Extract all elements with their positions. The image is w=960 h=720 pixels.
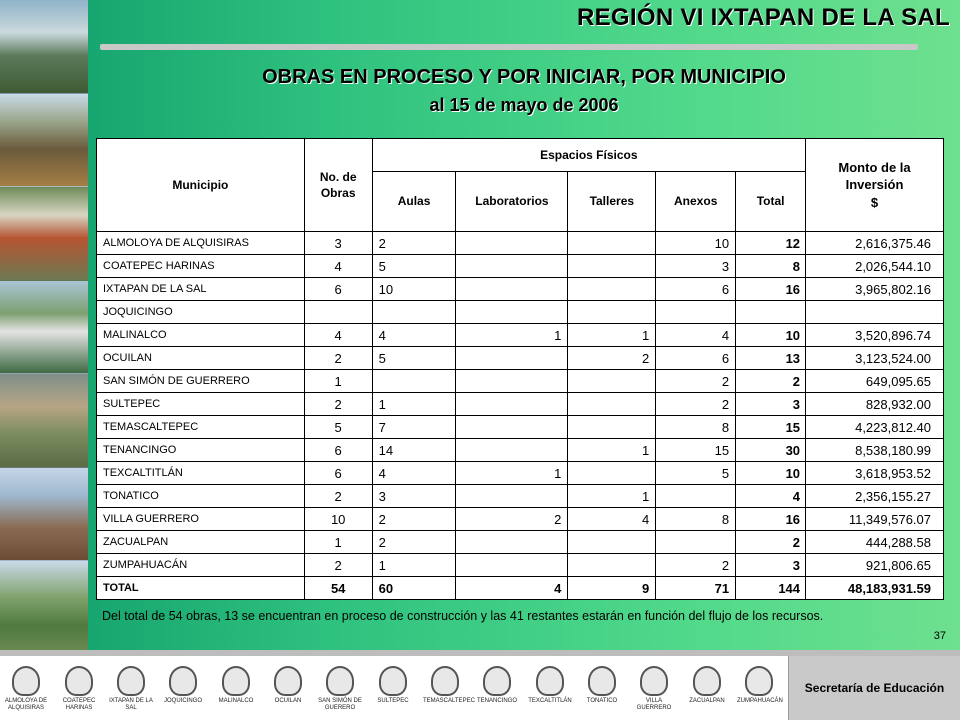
cell-anexos: 5: [656, 462, 736, 485]
cell-laboratorios: 2: [456, 508, 568, 531]
cell-obras: 6: [304, 439, 372, 462]
header-talleres: Talleres: [568, 172, 656, 232]
cell-obras: 1: [304, 531, 372, 554]
cell-laboratorios: [456, 485, 568, 508]
cell-anexos: 4: [656, 324, 736, 347]
cell-total: 4: [736, 485, 806, 508]
cell-municipio: ZUMPAHUACÁN: [97, 554, 305, 577]
cell-talleres: [568, 531, 656, 554]
total-cell-obras: 54: [304, 577, 372, 600]
cell-municipio: MALINALCO: [97, 324, 305, 347]
cell-anexos: 2: [656, 554, 736, 577]
footer-bar: [0, 650, 960, 720]
table-row: [97, 554, 944, 577]
cell-obras: 4: [304, 324, 372, 347]
cell-talleres: 4: [568, 508, 656, 531]
cell-obras: 2: [304, 347, 372, 370]
header-monto-line3: $: [870, 194, 879, 210]
cell-laboratorios: [456, 370, 568, 393]
municipio-badge: [214, 660, 258, 705]
cell-monto: 921,806.65: [806, 554, 944, 577]
landscape-photo: [0, 0, 88, 94]
cell-laboratorios: [456, 554, 568, 577]
cell-obras: 5: [304, 416, 372, 439]
cell-monto: 11,349,576.07: [806, 508, 944, 531]
cell-municipio: VILLA GUERRERO: [97, 508, 305, 531]
cell-talleres: [568, 554, 656, 577]
cell-aulas: 1: [372, 554, 456, 577]
ixtapan-glyph-icon: [117, 666, 145, 696]
cell-talleres: [568, 278, 656, 301]
total-cell-total: 144: [736, 577, 806, 600]
table-row: [97, 439, 944, 462]
header-monto-line1: Monto de la: [838, 159, 911, 175]
cell-municipio: OCUILAN: [97, 347, 305, 370]
cell-monto: 2,026,544.10: [806, 255, 944, 278]
region-title: REGIÓN VI IXTAPAN DE LA SAL: [576, 4, 950, 31]
table-row: [97, 485, 944, 508]
cell-municipio: TEMASCALTEPEC: [97, 416, 305, 439]
cell-obras: 2: [304, 393, 372, 416]
cell-obras: [304, 301, 372, 324]
page-subtitle: al 15 de mayo de 2006: [429, 95, 619, 115]
cell-monto: 3,520,896.74: [806, 324, 944, 347]
table-row: [97, 301, 944, 324]
municipio-badge-label: TENANCINGO: [476, 698, 517, 704]
ocuilan-glyph-icon: [274, 666, 302, 696]
cell-aulas: 7: [372, 416, 456, 439]
cell-municipio: ALMOLOYA DE ALQUISIRAS: [97, 232, 305, 255]
cell-aulas: 2: [372, 232, 456, 255]
cell-laboratorios: [456, 439, 568, 462]
municipio-badge: [266, 660, 310, 705]
cell-anexos: [656, 531, 736, 554]
header-monto-line2: Inversión: [845, 177, 904, 193]
header-monto: [806, 139, 944, 232]
total-cell-anexos: 71: [656, 577, 736, 600]
cell-total: 15: [736, 416, 806, 439]
almoloya-glyph-icon: [12, 666, 40, 696]
table-row: [97, 531, 944, 554]
municipio-badge: [475, 660, 519, 705]
cell-talleres: [568, 393, 656, 416]
cell-obras: 4: [304, 255, 372, 278]
municipio-badge: [318, 660, 362, 712]
municipio-badge-label: MALINALCO: [218, 698, 254, 704]
cell-monto: 444,288.58: [806, 531, 944, 554]
cell-laboratorios: [456, 531, 568, 554]
cell-total: 10: [736, 324, 806, 347]
table-row: [97, 347, 944, 370]
page-number: 37: [933, 630, 946, 642]
cell-total: 12: [736, 232, 806, 255]
cell-talleres: [568, 255, 656, 278]
cell-aulas: 4: [372, 324, 456, 347]
cell-monto: 8,538,180.99: [806, 439, 944, 462]
landscape-photo: [0, 374, 88, 468]
cell-talleres: [568, 416, 656, 439]
municipio-badge: [371, 660, 415, 705]
cell-municipio: SULTEPEC: [97, 393, 305, 416]
cell-aulas: 3: [372, 485, 456, 508]
texcaltitlan-glyph-icon: [536, 666, 564, 696]
header-anexos: Anexos: [656, 172, 736, 232]
cell-laboratorios: [456, 278, 568, 301]
cell-municipio: ZACUALPAN: [97, 531, 305, 554]
municipio-badge-label: TEXCALTITLÁN: [528, 698, 572, 704]
cell-obras: 1: [304, 370, 372, 393]
cell-laboratorios: [456, 347, 568, 370]
cell-total: 2: [736, 370, 806, 393]
cell-anexos: 8: [656, 416, 736, 439]
cell-municipio: TONATICO: [97, 485, 305, 508]
municipio-badge: [423, 660, 475, 705]
cell-laboratorios: [456, 232, 568, 255]
zumpahuacan-glyph-icon: [745, 666, 773, 696]
cell-total: 3: [736, 393, 806, 416]
cell-total: 16: [736, 508, 806, 531]
cell-aulas: 2: [372, 508, 456, 531]
cell-total: 3: [736, 554, 806, 577]
cell-talleres: 2: [568, 347, 656, 370]
cell-monto: 649,095.65: [806, 370, 944, 393]
municipio-badge-label: SULTEPEC: [377, 698, 409, 704]
cell-municipio: TENANCINGO: [97, 439, 305, 462]
secretaria-label: Secretaría de Educación: [788, 656, 960, 720]
table-body: [97, 232, 944, 600]
cell-talleres: [568, 462, 656, 485]
landscape-photo: [0, 561, 88, 655]
table-row: [97, 370, 944, 393]
total-cell-talleres: 9: [568, 577, 656, 600]
cell-anexos: 8: [656, 508, 736, 531]
total-cell-laboratorios: 4: [456, 577, 568, 600]
footnote: Del total de 54 obras, 13 se encuentran en proceso de construcción y las 41 restantes estarán en función del flujo de los recursos.: [102, 609, 824, 623]
cell-municipio: IXTAPAN DE LA SAL: [97, 278, 305, 301]
cell-total: 2: [736, 531, 806, 554]
cell-monto: 2,356,155.27: [806, 485, 944, 508]
cell-laboratorios: [456, 416, 568, 439]
cell-aulas: [372, 370, 456, 393]
cell-laboratorios: 1: [456, 324, 568, 347]
cell-obras: 6: [304, 278, 372, 301]
cell-talleres: [568, 301, 656, 324]
municipio-badge: [580, 660, 624, 705]
municipio-badge-label: IXTAPAN DE LA SAL: [109, 698, 153, 711]
cell-municipio: JOQUICINGO: [97, 301, 305, 324]
cell-laboratorios: [456, 393, 568, 416]
cell-aulas: [372, 301, 456, 324]
cell-monto: 4,223,812.40: [806, 416, 944, 439]
municipio-badge-label: ZACUALPAN: [689, 698, 725, 704]
title-divider: [100, 44, 918, 50]
table-row: [97, 255, 944, 278]
table-row: [97, 324, 944, 347]
tonatico-glyph-icon: [588, 666, 616, 696]
cell-municipio: COATEPEC HARINAS: [97, 255, 305, 278]
landscape-photo: [0, 187, 88, 281]
municipio-badge-label: ZUMPAHUACÁN: [737, 698, 783, 704]
coatepec-glyph-icon: [65, 666, 93, 696]
tenancingo-glyph-icon: [483, 666, 511, 696]
cell-municipio: TEXCALTITLÁN: [97, 462, 305, 485]
table-row: [97, 462, 944, 485]
obras-table: [96, 138, 944, 594]
cell-talleres: [568, 232, 656, 255]
municipio-badge-label: JOQUICINGO: [163, 698, 202, 704]
header-espacios-fisicos: Espacios Físicos: [372, 139, 805, 172]
cell-total: 10: [736, 462, 806, 485]
cell-anexos: 15: [656, 439, 736, 462]
cell-aulas: 2: [372, 531, 456, 554]
landscape-photo: [0, 94, 88, 188]
municipio-badge-label: SAN SIMÓN DE GUERERO: [318, 698, 362, 711]
cell-talleres: 1: [568, 324, 656, 347]
total-cell-aulas: 60: [372, 577, 456, 600]
cell-anexos: 2: [656, 393, 736, 416]
cell-aulas: 4: [372, 462, 456, 485]
cell-monto: 3,123,524.00: [806, 347, 944, 370]
joquicingo-glyph-icon: [169, 666, 197, 696]
cell-anexos: 3: [656, 255, 736, 278]
cell-laboratorios: 1: [456, 462, 568, 485]
cell-total: 8: [736, 255, 806, 278]
municipio-icons: [0, 656, 785, 720]
table-row: [97, 232, 944, 255]
municipio-badge-label: VILLA GUERRERO: [636, 698, 672, 711]
cell-monto: 3,965,802.16: [806, 278, 944, 301]
cell-obras: 2: [304, 554, 372, 577]
table-row: [97, 393, 944, 416]
cell-talleres: 1: [568, 439, 656, 462]
municipio-badge: [528, 660, 572, 705]
municipio-badge-label: OCUILAN: [274, 698, 302, 704]
cell-aulas: 5: [372, 255, 456, 278]
municipio-badge: [737, 660, 781, 705]
cell-total: 13: [736, 347, 806, 370]
cell-laboratorios: [456, 301, 568, 324]
cell-aulas: 5: [372, 347, 456, 370]
municipio-badge: [4, 660, 48, 712]
cell-anexos: 6: [656, 278, 736, 301]
cell-talleres: 1: [568, 485, 656, 508]
cell-obras: 10: [304, 508, 372, 531]
sultepec-glyph-icon: [379, 666, 407, 696]
san-simon-glyph-icon: [326, 666, 354, 696]
municipio-badge: [632, 660, 676, 712]
cell-obras: 3: [304, 232, 372, 255]
page-title: OBRAS EN PROCESO Y POR INICIAR, POR MUNICIPIO: [262, 66, 786, 88]
municipio-badge-label: TONATICO: [586, 698, 618, 704]
cell-talleres: [568, 370, 656, 393]
header-total: Total: [736, 172, 806, 232]
cell-anexos: [656, 301, 736, 324]
table-row: [97, 508, 944, 531]
photo-strip: [0, 0, 88, 655]
municipio-badge: [109, 660, 153, 712]
cell-anexos: 2: [656, 370, 736, 393]
landscape-photo: [0, 468, 88, 562]
total-cell-municipio: TOTAL: [97, 577, 305, 600]
municipio-badge: [161, 660, 205, 705]
cell-total: 16: [736, 278, 806, 301]
total-cell-monto: 48,183,931.59: [806, 577, 944, 600]
table-row: [97, 416, 944, 439]
cell-laboratorios: [456, 255, 568, 278]
header-laboratorios: Laboratorios: [456, 172, 568, 232]
cell-municipio: SAN SIMÓN DE GUERRERO: [97, 370, 305, 393]
header-no-obras: No. de Obras: [304, 139, 372, 232]
cell-monto: 2,616,375.46: [806, 232, 944, 255]
temascaltepec-glyph-icon: [431, 666, 459, 696]
municipio-badge-label: TEMASCALTEPEC: [423, 698, 475, 704]
villa-guerrero-glyph-icon: [640, 666, 668, 696]
cell-anexos: 10: [656, 232, 736, 255]
header-aulas: Aulas: [372, 172, 456, 232]
cell-anexos: 6: [656, 347, 736, 370]
cell-total: 30: [736, 439, 806, 462]
cell-obras: 6: [304, 462, 372, 485]
municipio-badge-label: COATEPEC HARINAS: [62, 698, 96, 711]
municipio-badge: [685, 660, 729, 705]
cell-obras: 2: [304, 485, 372, 508]
cell-monto: [806, 301, 944, 324]
cell-total: [736, 301, 806, 324]
header-municipio: Municipio: [97, 139, 305, 232]
cell-anexos: [656, 485, 736, 508]
table-row: [97, 278, 944, 301]
cell-monto: 828,932.00: [806, 393, 944, 416]
cell-aulas: 1: [372, 393, 456, 416]
landscape-photo: [0, 281, 88, 375]
municipio-badge: [57, 660, 101, 712]
malinalco-glyph-icon: [222, 666, 250, 696]
zacualpan-glyph-icon: [693, 666, 721, 696]
total-row: [97, 577, 944, 600]
cell-monto: 3,618,953.52: [806, 462, 944, 485]
municipio-badge-label: ALMOLOYA DE ALQUISIRAS: [4, 698, 48, 711]
cell-aulas: 10: [372, 278, 456, 301]
cell-aulas: 14: [372, 439, 456, 462]
